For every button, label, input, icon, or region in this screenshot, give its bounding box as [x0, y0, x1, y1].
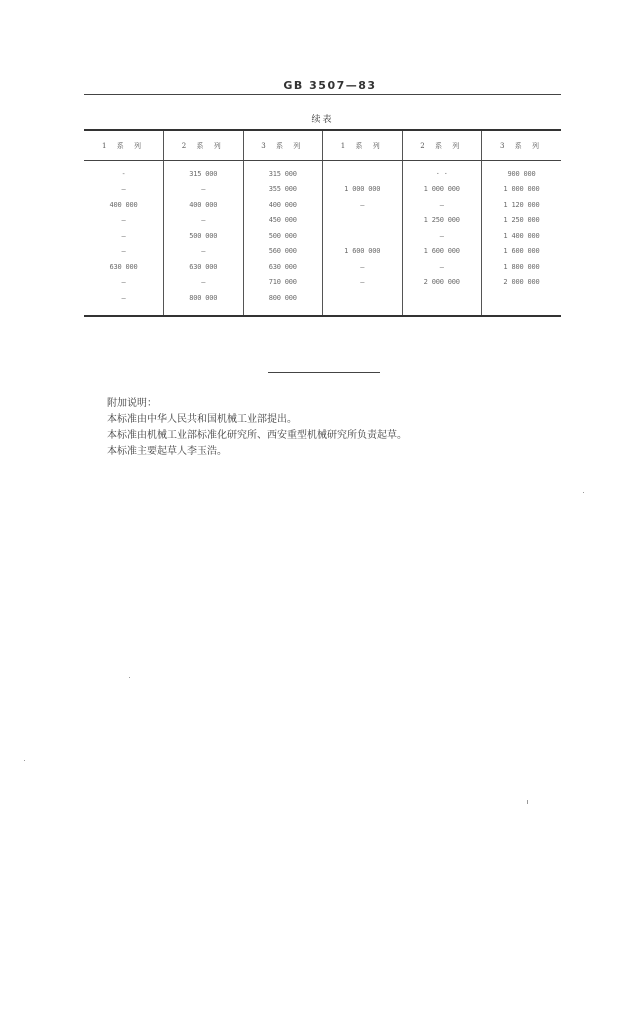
table-cell	[243, 306, 323, 316]
table-header-row	[84, 130, 561, 161]
table-cell: —	[121, 185, 126, 194]
table-cell: 1 120 000	[482, 197, 562, 213]
table-row	[84, 166, 561, 182]
table-cell: 1 250 000	[402, 213, 482, 229]
table-cell	[323, 166, 403, 182]
column-header: 3 系 列	[482, 130, 562, 161]
table-row	[84, 244, 561, 260]
table-cell: —	[323, 197, 403, 213]
table-cell: 2 000 000	[482, 275, 562, 291]
table-cell	[164, 306, 244, 316]
table-row	[84, 213, 561, 229]
table-cell: 1 000 000	[323, 182, 403, 198]
table-row	[84, 182, 561, 198]
table-row	[84, 197, 561, 213]
table-cell: 900 000	[482, 166, 562, 182]
table-cell: 1 000 000	[402, 182, 482, 198]
table-cell: 315 000	[243, 166, 323, 182]
table-cell	[402, 306, 482, 316]
table-cell: 1 800 000	[482, 259, 562, 275]
notes-line: 本标准主要起草人李玉浩。	[107, 446, 227, 457]
table-row	[84, 275, 561, 291]
table-cell	[84, 306, 164, 316]
table-cell: —	[323, 275, 403, 291]
column-header: 1 系 列	[323, 130, 403, 161]
column-header: 2 系 列	[402, 130, 482, 161]
table-row	[84, 228, 561, 244]
table-cell: 400 000	[164, 197, 244, 213]
table-cell: 800 000	[243, 290, 323, 306]
table-cell: —	[121, 216, 126, 225]
table-caption: 续表	[311, 115, 334, 125]
table-cell: 710 000	[243, 275, 323, 291]
table-cell: —	[121, 293, 126, 302]
table-cell: 2 000 000	[402, 275, 482, 291]
header-rule	[84, 94, 561, 95]
table-cell: 450 000	[243, 213, 323, 229]
table-cell: · ·	[402, 166, 482, 182]
table-cell: —	[164, 182, 244, 198]
series-table	[84, 129, 561, 317]
column-header: 1 系 列	[84, 130, 164, 161]
table-cell: 1 600 000	[482, 244, 562, 260]
table-cell: 630 000	[243, 259, 323, 275]
table-cell: 800 000	[164, 290, 244, 306]
table-cell: 315 000	[164, 166, 244, 182]
table-cell: 400 000	[109, 200, 138, 209]
notes-line: 本标准由机械工业部标准化研究所、西安重型机械研究所负责起草。	[107, 430, 407, 441]
table-cell: 1 000 000	[482, 182, 562, 198]
column-header: 3 系 列	[243, 130, 323, 161]
table-cell	[482, 290, 562, 306]
table-cell	[323, 306, 403, 316]
table-cell: —	[402, 197, 482, 213]
table-cell: —	[121, 278, 126, 287]
table-cell: —	[164, 244, 244, 260]
column-header: 2 系 列	[164, 130, 244, 161]
table-cell: 630 000	[109, 262, 138, 271]
table-cell: —	[121, 247, 126, 256]
table-cell: —	[402, 228, 482, 244]
table-cell: —	[121, 231, 126, 240]
end-rule	[268, 372, 380, 373]
additional-notes	[107, 396, 407, 460]
table-cell: 1 600 000	[402, 244, 482, 260]
table-cell: 560 000	[243, 244, 323, 260]
table-cell: 630 000	[164, 259, 244, 275]
table-row	[84, 259, 561, 275]
scan-speck	[527, 800, 528, 804]
table-cell	[402, 290, 482, 306]
table-cell: —	[164, 213, 244, 229]
table-cell	[323, 228, 403, 244]
notes-heading: 附加说明：	[107, 398, 157, 409]
table-cell: 500 000	[243, 228, 323, 244]
table-cell: —	[323, 259, 403, 275]
notes-line: 本标准由中华人民共和国机械工业部提出。	[107, 414, 297, 425]
table-cell: 400 000	[243, 197, 323, 213]
table-cell: —	[164, 275, 244, 291]
table-row	[84, 290, 561, 306]
table-cell	[323, 213, 403, 229]
table-cell: 500 000	[164, 228, 244, 244]
document-number: GB 3507—83	[283, 79, 377, 92]
table-cell: 355 000	[243, 182, 323, 198]
table-cell: —	[402, 259, 482, 275]
table-bottom-row	[84, 306, 561, 316]
scan-speck	[129, 677, 130, 678]
scan-speck	[583, 492, 584, 493]
table-cell	[482, 306, 562, 316]
table-cell: 1 600 000	[323, 244, 403, 260]
scan-speck	[24, 760, 25, 761]
table-cell: 1 400 000	[482, 228, 562, 244]
table-cell: -	[121, 169, 126, 178]
table-cell	[323, 290, 403, 306]
table-cell: 1 250 000	[482, 213, 562, 229]
